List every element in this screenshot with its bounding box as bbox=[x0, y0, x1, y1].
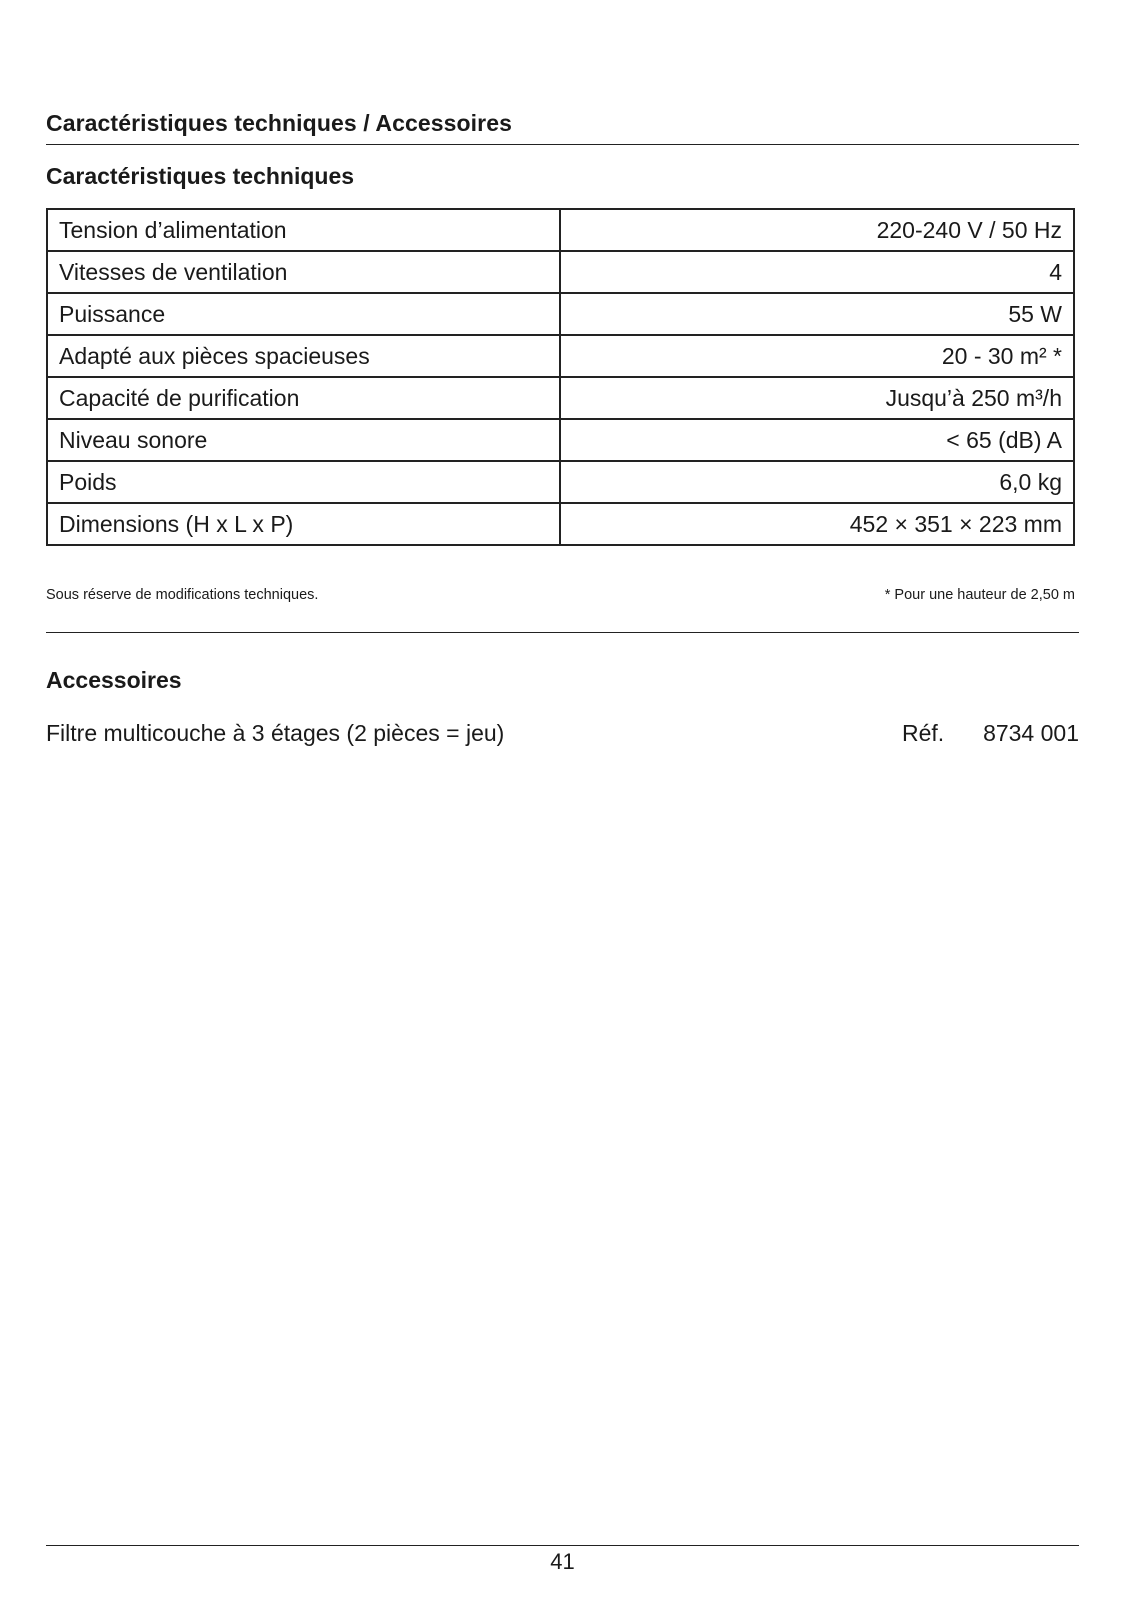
height-footnote: * Pour une hauteur de 2,50 m bbox=[884, 587, 1075, 603]
accessory-item bbox=[46, 720, 1079, 750]
spec-value: 20 - 30 m² * bbox=[560, 335, 1074, 377]
specifications-table bbox=[46, 208, 1075, 546]
table-row bbox=[47, 461, 1074, 503]
page-heading: Caractéristiques techniques / Accessoires bbox=[46, 110, 513, 136]
table-row bbox=[47, 335, 1074, 377]
footer-divider bbox=[46, 1545, 1079, 1546]
spec-value: 6,0 kg bbox=[560, 461, 1074, 503]
spec-value: Jusqu’à 250 m³/h bbox=[560, 377, 1074, 419]
table-row bbox=[47, 251, 1074, 293]
accessories-section-title: Accessoires bbox=[46, 667, 182, 693]
technical-section-title: Caractéristiques techniques bbox=[46, 163, 355, 189]
spec-label: Puissance bbox=[47, 293, 560, 335]
table-row bbox=[47, 209, 1074, 251]
spec-value: 55 W bbox=[560, 293, 1074, 335]
spec-label: Capacité de purification bbox=[47, 377, 560, 419]
accessory-ref-number: 8734 001 bbox=[983, 720, 1079, 746]
table-row bbox=[47, 503, 1074, 545]
accessory-ref-label: Réf. bbox=[902, 720, 945, 746]
table-row bbox=[47, 377, 1074, 419]
table-row bbox=[47, 293, 1074, 335]
spec-label: Dimensions (H x L x P) bbox=[47, 503, 560, 545]
spec-value: 220-240 V / 50 Hz bbox=[560, 209, 1074, 251]
spec-label: Niveau sonore bbox=[47, 419, 560, 461]
table-row bbox=[47, 419, 1074, 461]
page-number: 41 bbox=[550, 1549, 575, 1574]
spec-value: 4 bbox=[560, 251, 1074, 293]
spec-label: Tension d’alimentation bbox=[47, 209, 560, 251]
accessory-name: Filtre multicouche à 3 étages (2 pièces = jeu) bbox=[46, 720, 505, 746]
spec-label: Vitesses de ventilation bbox=[47, 251, 560, 293]
heading-divider bbox=[46, 144, 1079, 145]
manual-page bbox=[46, 0, 1079, 1601]
spec-label: Adapté aux pièces spacieuses bbox=[47, 335, 560, 377]
section-divider bbox=[46, 632, 1079, 633]
spec-label: Poids bbox=[47, 461, 560, 503]
spec-value: < 65 (dB) A bbox=[560, 419, 1074, 461]
modification-notice: Sous réserve de modifications techniques. bbox=[46, 587, 319, 603]
spec-value: 452 × 351 × 223 mm bbox=[560, 503, 1074, 545]
